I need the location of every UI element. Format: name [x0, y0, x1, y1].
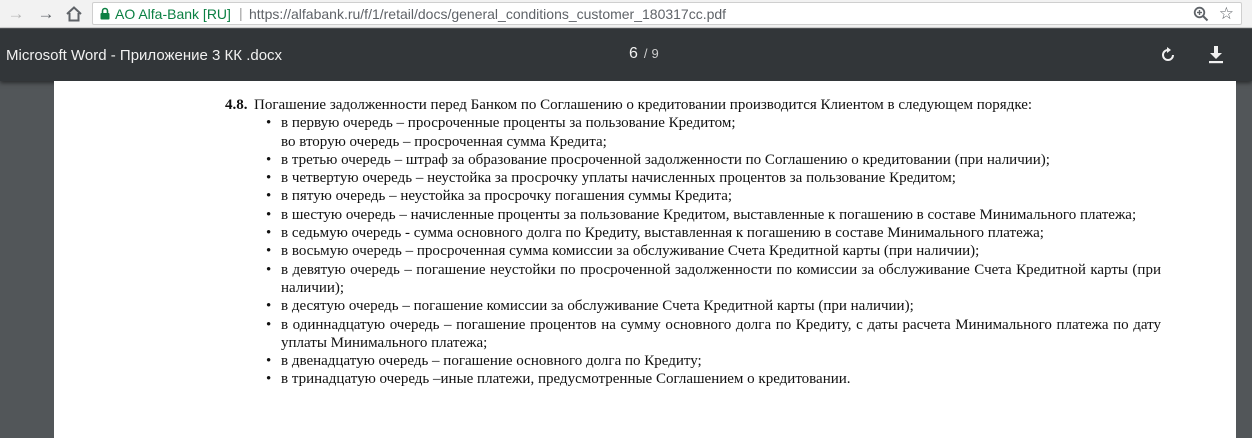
pdf-page [54, 81, 1236, 438]
url-text[interactable]: https://alfabank.ru/f/1/retail/docs/general_conditions_customer_180317cc.pdf [249, 6, 727, 22]
list-item: • в третью очередь – штраф за образование просроченной задолженности по Соглашению о кредитовании (при наличии); [267, 151, 1161, 169]
list-item: • в тринадцатую очередь –иные платежи, предусмотренные Соглашением о кредитовании. [267, 370, 1161, 388]
lock-icon [100, 7, 110, 20]
list-item: • в четвертую очередь – неустойка за просрочку уплаты начисленных процентов за пользование Кредитом; [267, 169, 1161, 187]
list-item: • в седьмую очередь - сумма основного долга по Кредиту, выставленная к погашению в составе Минимального платежа; [267, 224, 1161, 242]
url-separator: | [239, 5, 243, 21]
section-intro: Погашение задолженности перед Банком по Соглашению о кредитовании производится Клиентом в следующем порядке: [254, 97, 1033, 113]
rotate-icon[interactable] [1159, 46, 1177, 64]
page-number-input[interactable]: 6 [629, 45, 638, 62]
forward-arrow-icon[interactable]: ← [37, 4, 55, 23]
download-icon[interactable] [1207, 45, 1225, 64]
list-item: во вторую очередь – просроченная сумма Кредита; [281, 133, 607, 150]
list-item: • в восьмую очередь – просроченная сумма комиссии за обслуживание Счета Кредитной карты (при наличии); [267, 242, 1161, 260]
browser-toolbar [0, 0, 1252, 28]
page-indicator [629, 45, 659, 63]
section-heading [225, 96, 1161, 114]
back-arrow-icon[interactable]: → [7, 4, 25, 23]
section-number: 4.8. [225, 97, 248, 113]
pdf-toolbar [0, 29, 1252, 81]
list-item: • в первую очередь – просроченные проценты за пользование Кредитом; [267, 114, 1161, 132]
list-item: • в десятую очередь – погашение комиссии за обслуживание Счета Кредитной карты (при наличии); [267, 297, 1161, 315]
section-4-8 [225, 96, 1161, 389]
list-item: • в одиннадцатую очередь – погашение процентов на сумму основного долга по Кредиту, с даты расчета Минимального платежа по дату уплаты Минимального платежа; [267, 316, 1161, 353]
list-item: • в пятую очередь – неустойка за просрочку погашения суммы Кредита; [267, 187, 1161, 205]
page-total: 9 [651, 46, 659, 61]
list-item: • в девятую очередь – погашение неустойки по просроченной задолженности по комиссии за обслуживание Счета Кредитной карты (при наличии); [267, 261, 1161, 298]
list-item: • в двенадцатую очередь – погашение основного долга по Кредиту; [267, 352, 1161, 370]
bookmark-star-icon[interactable]: ☆ [1218, 4, 1234, 23]
home-icon[interactable] [63, 4, 85, 24]
document-title: Microsoft Word - Приложение 3 КК .docx [6, 47, 283, 64]
page-separator: / [643, 46, 648, 61]
address-bar[interactable] [92, 2, 1242, 25]
list-item: • в шестую очередь – начисленные проценты за пользование Кредитом, выставленные к погашению в составе Минимального платежа; [267, 206, 1161, 224]
clause-list [267, 114, 1161, 388]
zoom-icon[interactable] [1193, 6, 1209, 22]
site-identity: AO Alfa-Bank [RU] [115, 6, 231, 22]
